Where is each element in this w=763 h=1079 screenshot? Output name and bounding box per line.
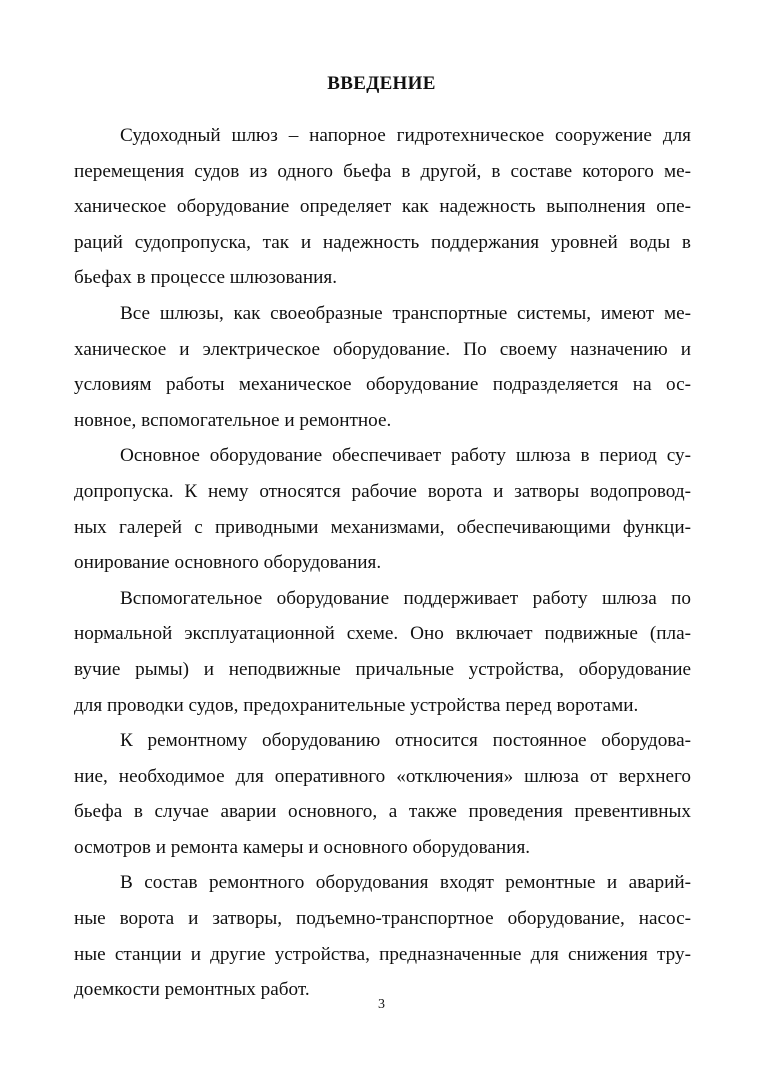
text-line: для проводки судов, предохранительные устройства перед воротами. — [74, 694, 639, 716]
text-line: ханическое оборудование определяет как надежность выполнения опе- — [74, 196, 691, 218]
paragraph — [74, 581, 691, 723]
text-line: Вспомогательное оборудование поддерживает работу шлюза по — [120, 587, 691, 609]
text-line: раций судопропуска, так и надежность поддержания уровней воды в — [74, 231, 691, 253]
text-line: онирование основного оборудования. — [74, 552, 382, 574]
text-line: ханическое и электрическое оборудование. По своему назначению и — [74, 338, 691, 360]
text-line: доемкости ремонтных работ. — [74, 979, 310, 1001]
text-line: бьефа в случае аварии основного, а также проведения превентивных — [74, 801, 691, 823]
paragraph — [74, 865, 691, 1007]
text-line: допропуска. К нему относятся рабочие ворота и затворы водопровод- — [74, 480, 691, 502]
text-line: К ремонтному оборудованию относится постоянное оборудова- — [120, 730, 691, 752]
text-line: ные станции и другие устройства, предназначенные для снижения тру- — [74, 943, 691, 965]
page-number: 3 — [378, 997, 385, 1012]
text-line: нормальной эксплуатационной схеме. Оно включает подвижные (пла- — [74, 623, 691, 645]
paragraph — [74, 296, 691, 438]
text-line: Основное оборудование обеспечивает работу шлюза в период су- — [120, 445, 691, 467]
text-line: ные ворота и затворы, подъемно-транспортное оборудование, насос- — [74, 908, 691, 930]
text-line: ние, необходимое для оперативного «отключения» шлюза от верхнего — [74, 765, 691, 787]
text-line: ных галерей с приводными механизмами, обеспечивающими функци- — [74, 516, 691, 538]
paragraph — [74, 723, 691, 865]
text-line: В состав ремонтного оборудования входят ремонтные и аварий- — [120, 872, 691, 894]
page-title: ВВЕДЕНИЕ — [327, 73, 436, 94]
text-line: Все шлюзы, как своеобразные транспортные системы, имеют ме- — [120, 302, 691, 324]
paragraph — [74, 118, 691, 296]
text-line: бьефах в процессе шлюзования. — [74, 267, 337, 289]
text-line: условиям работы механическое оборудование подразделяется на ос- — [74, 374, 691, 396]
body-text — [74, 118, 691, 1008]
text-line: осмотров и ремонта камеры и основного оборудования. — [74, 836, 531, 858]
text-line: вучие рымы) и неподвижные причальные устройства, оборудование — [74, 658, 691, 680]
text-line: Судоходный шлюз – напорное гидротехническое сооружение для — [120, 125, 691, 146]
text-line: новное, вспомогательное и ремонтное. — [74, 409, 392, 431]
text-line: перемещения судов из одного бьефа в другой, в составе которого ме- — [74, 160, 691, 182]
paragraph — [74, 438, 691, 580]
